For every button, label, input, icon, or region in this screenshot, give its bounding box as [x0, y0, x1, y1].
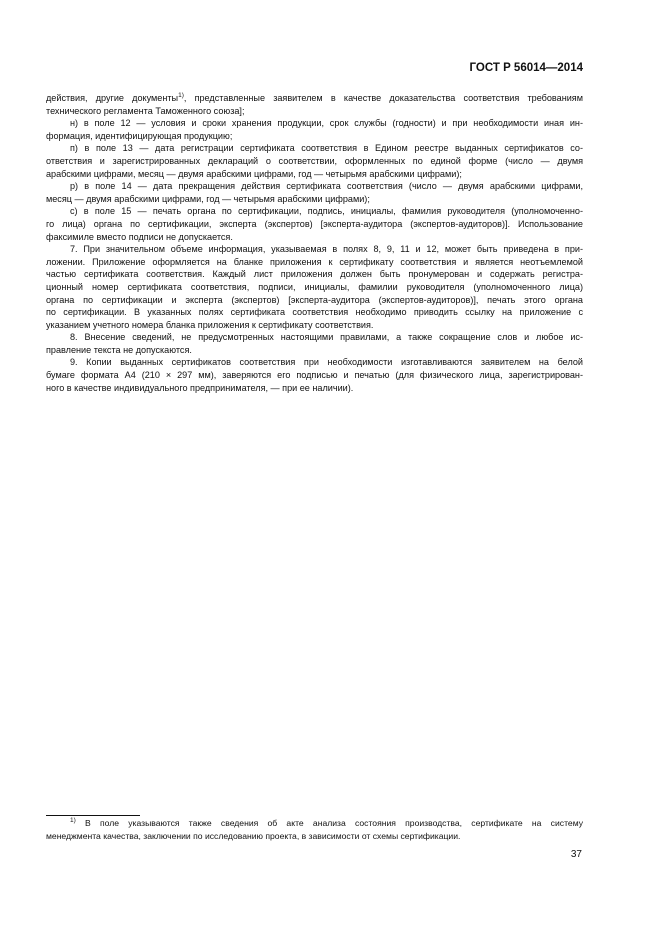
paragraph [46, 117, 583, 142]
text-line [46, 256, 583, 269]
line-text: действия, другие документы [46, 93, 179, 103]
paragraph [46, 92, 583, 117]
footnote-text: В поле указываются также сведения об акте анализа состояния производства, сертификате на систему [75, 818, 583, 828]
line-text: н) в поле 12 — условия и сроки хранения продукции, срок службы (годности) и при необходимости иная ин- [70, 118, 583, 129]
line-text: частью сертификата соответствия. Каждый лист приложения должен быть пронумерован и содержать регистра- [46, 269, 583, 280]
text-line [46, 331, 583, 344]
line-text: 9. Копии выданных сертификатов соответствия при необходимости изготавливаются заявителем на белой [70, 357, 583, 368]
line-text: 7. При значительном объеме информация, указываемая в полях 8, 9, 11 и 12, может быть приведена в при- [70, 244, 583, 255]
line-text: технического регламента Таможенного союза]; [46, 105, 245, 116]
text-line [46, 193, 583, 206]
line-text: , представленные заявителем в качестве доказательства соответствия требованиям [183, 93, 583, 103]
page-number: 37 [570, 849, 582, 860]
line-text: по сертификации. В указанных полях сертификата соответствия необходимо приводить ссылку на приложение с [46, 307, 583, 318]
text-line [46, 205, 583, 218]
text-line [46, 306, 583, 319]
footnote-line [46, 817, 583, 830]
text-line [46, 369, 583, 382]
text-line [46, 281, 583, 294]
line-text: органа по сертификации и эксперта (экспертов) [эксперта-аудитора (экспертов-аудиторов)], печать этого органа [46, 294, 583, 305]
text-line [46, 344, 583, 357]
text-line [46, 294, 583, 307]
text-line [46, 130, 583, 143]
paragraph [46, 180, 583, 205]
text-line [46, 117, 583, 130]
footnote-divider [46, 815, 140, 816]
line-text: месяц — двумя арабскими цифрами, год — четырьмя арабскими цифрами); [46, 193, 370, 204]
text-line [46, 319, 583, 332]
text-line [46, 268, 583, 281]
line-text: правление текста не допускаются. [46, 344, 192, 355]
line-text: указанием учетного номера бланка приложения к сертификату соответствия. [46, 319, 374, 330]
line-text: го лица) органа по сертификации, эксперта (экспертов) [эксперта-аудитора (экспертов-аудиторов)]. Использование [46, 218, 583, 229]
text-line [46, 92, 583, 105]
text-line [46, 243, 583, 256]
line-text: формация, идентифицирующая продукцию; [46, 130, 233, 141]
paragraph [46, 142, 583, 180]
text-line [46, 356, 583, 369]
line-text: ответствия и зарегистрированных деклараций о соответствии, оформленных по единой форме (число — двумя [46, 155, 583, 166]
document-body [46, 92, 583, 394]
footnote-mark: 1) [70, 817, 76, 824]
paragraph [46, 243, 583, 331]
text-line [46, 155, 583, 168]
line-text: ционный номер сертификата соответствия, подписи, инициалы, фамилии руководителя (уполномоченного лица) [46, 281, 583, 292]
line-text: факсимиле вместо подписи не допускается. [46, 231, 233, 242]
text-line [46, 180, 583, 193]
paragraph [46, 356, 583, 394]
footnote [46, 817, 583, 842]
footnote-line: менеджмента качества, заключении по исследованию проекта, в зависимости от схемы сертификации. [46, 830, 461, 841]
text-line [46, 231, 583, 244]
line-text: 8. Внесение сведений, не предусмотренных настоящими правилами, а также сокращение слов и любое ис- [70, 332, 583, 343]
document-header: ГОСТ Р 56014—2014 [469, 62, 583, 74]
paragraph [46, 331, 583, 356]
paragraph [46, 205, 583, 243]
line-text: ложении. Приложение оформляется на бланке приложения к сертификату соответствия и является неотъемлемой [46, 256, 583, 267]
line-text: с) в поле 15 — печать органа по сертификации, подпись, инициалы, фамилия руководителя (уполномоченно- [70, 206, 583, 217]
footnote-reference[interactable]: 1) [178, 92, 184, 99]
text-line [46, 105, 583, 118]
text-line [46, 142, 583, 155]
text-line [46, 168, 583, 181]
text-line [46, 218, 583, 231]
line-text: ного в качестве индивидуального предпринимателя, — при ее наличии). [46, 382, 354, 393]
line-text: арабскими цифрами, месяц — двумя арабскими цифрами, год — четырьмя арабскими цифрами); [46, 168, 462, 179]
text-line [46, 382, 583, 395]
line-text: п) в поле 13 — дата регистрации сертификата соответствия в Едином реестре выданных сертификатов со- [70, 143, 583, 154]
line-text: бумаге формата А4 (210 × 297 мм), заверяются его подписью и печатью (для физического лица, зарегистрирован- [46, 370, 583, 381]
line-text: р) в поле 14 — дата прекращения действия сертификата соответствия (число — двумя арабскими цифрами, [70, 181, 583, 192]
